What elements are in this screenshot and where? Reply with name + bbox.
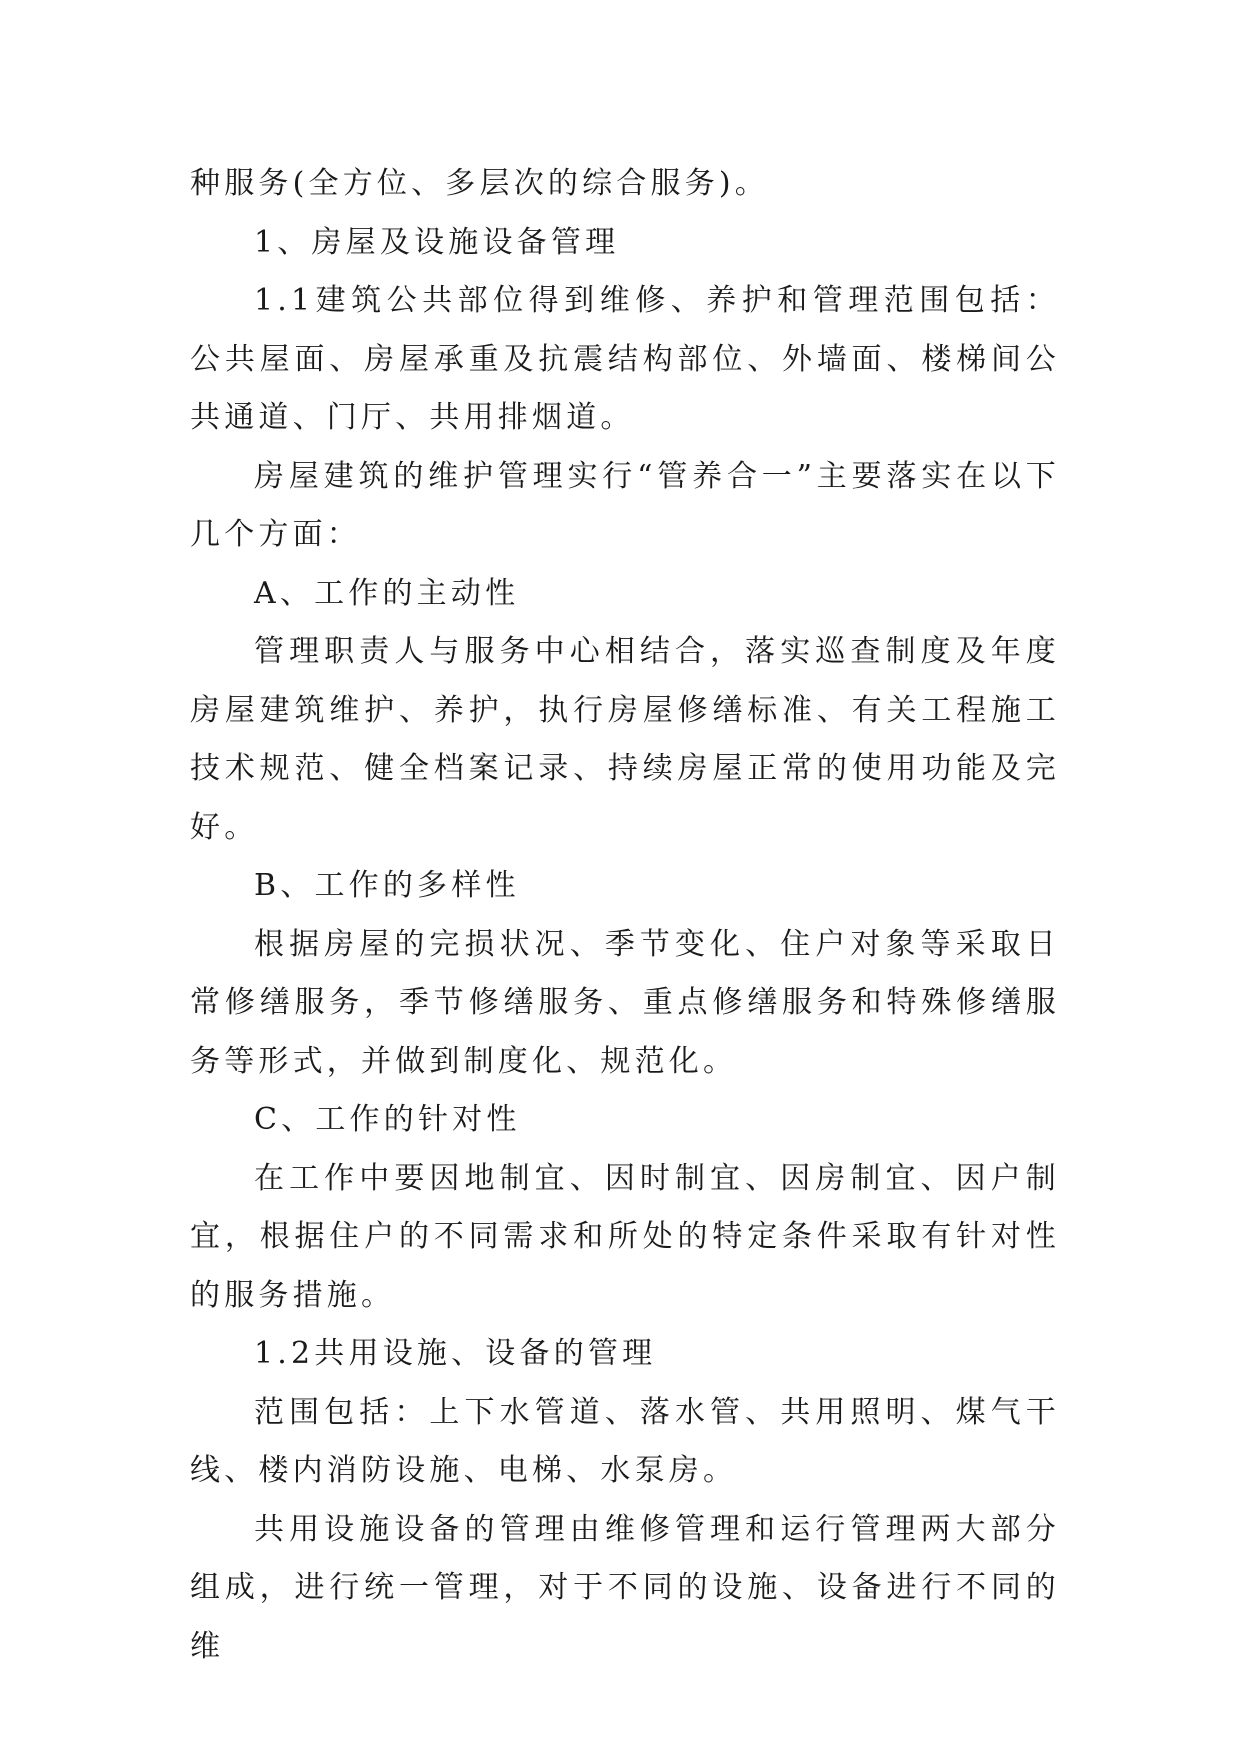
paragraph-item-c: 在工作中要因地制宜、因时制宜、因房制宜、因户制宜，根据住户的不同需求和所处的特定条件采取有针对性的服务措施。 (190, 1160, 1060, 1313)
heading-section-1-2: 1.2共用设施、设备的管理 (254, 1336, 657, 1371)
paragraph-continuation: 种服务(全方位、多层次的综合服务)。 (190, 166, 770, 201)
paragraph-1-2-management: 共用设施设备的管理由维修管理和运行管理两大部分组成，进行统一管理，对于不同的设施、设备进行不同的维 (190, 1511, 1060, 1664)
paragraph-item-b: 根据房屋的完损状况、季节变化、住户对象等采取日常修缮服务，季节修缮服务、重点修缮服务和特殊修缮服务等形式，并做到制度化、规范化。 (190, 926, 1060, 1079)
paragraph-item-a: 管理职责人与服务中心相结合，落实巡查制度及年度房屋建筑维护、养护，执行房屋修缮标准、有关工程施工技术规范、健全档案记录、持续房屋正常的使用功能及完好。 (190, 634, 1060, 845)
heading-section-1: 1、房屋及设施设备管理 (254, 224, 620, 260)
document-page (190, 155, 1060, 1676)
heading-item-a: A、工作的主动性 (254, 575, 520, 611)
paragraph-1-2-scope: 范围包括：上下水管道、落水管、共用照明、煤气干线、楼内消防设施、电梯、水泵房。 (190, 1394, 1060, 1488)
paragraph-1-1-scope: 1.1建筑公共部位得到维修、养护和管理范围包括：公共屋面、房屋承重及抗震结构部位、外墙面、楼梯间公共通道、门厅、共用排烟道。 (190, 283, 1060, 435)
heading-item-b: B、工作的多样性 (254, 868, 520, 903)
paragraph-maintenance-intro: 房屋建筑的维护管理实行“管养合一”主要落实在以下几个方面： (190, 458, 1060, 552)
heading-item-c: C、工作的针对性 (254, 1102, 521, 1137)
